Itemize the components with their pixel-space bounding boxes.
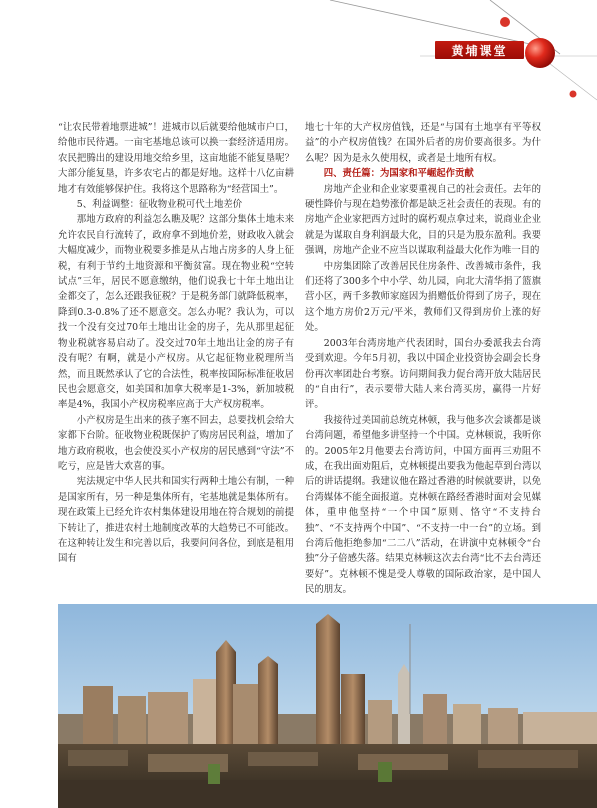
left-text-column	[58, 120, 294, 567]
left-paragraph-3: 小产权房是生出来的孩子塞不回去，总要找机会给大家都下台阶。征收物业税既保护了购房居民利益，增加了地方政府税收，也会使没买小产权房的居民感到“守法”不吃亏，应是皆大欢喜的事。	[58, 414, 294, 472]
left-paragraph-4: 宪法规定中华人民共和国实行两种土地公有制，一种是国家所有，另一种是集体所有，宅基地就是集体所有。现在政策上已经允许农村集体建设用地在符合规划的前提下转让了，推进农村土地制度改革的大趋势已不可能改。在这种转让发生和完善以后，我要问问各位，到底是租用国有	[58, 476, 294, 565]
small-red-dot	[500, 17, 510, 27]
large-red-ball	[525, 38, 555, 68]
left-paragraph-2: 那地方政府的利益怎么瞧及呢？这部分集体土地未来允许农民自行流转了，政府拿不到地价差，财政收入就会大幅度减少，而物业税要多推是从占地占房多的人身上征税，有利于节约土地资源和平衡贫富。现在物业税“空转试点”三年，居民不愿意缴纳，他们说我七十年土地出让金都交了，怎么还跟我征税？于是税务部门就降低税率，降到0.3-0.8%了还不愿意交。怎么办呢？我认为，可以找一个没有交过70年土地出让金的房子，先从那里起征物业税就容易启动了。没交过70年土地出让金的房子有没有呢？有啊，就是小产权房。从它起征物业税理所当然，而且既然承认了它的合法性，税率按国际标准征收居民也会愿意交，如美国和加拿大税率是1-3%，新加坡税率是4%，我国小产权房税率应高于大产权房税率。	[58, 214, 294, 411]
left-paragraph-1: “让农民带着地票进城”！进城市以后就要给他城市户口，给他市民待遇。一亩宅基地总该可以换一套经济适用房。农民把腾出的建设用地交给乡里，这亩地能不能复垦呢？大部分能复垦，许多农宅占的都是好地。这样十八亿亩耕地才有效能够保护住。我将这个思路称为“经营国土”。	[58, 122, 294, 195]
skyline-illustration	[58, 604, 597, 808]
page-header	[0, 0, 597, 110]
right-paragraph-4: 2003年台湾房地产代表团时，国台办委派我去台湾受到欢迎。今年5月初，我以中国企业投资协会副会长身份再次率团赴台考察。访问期间我力促台湾开放大陆居民的“自由行”，表示要带大陆人来台湾买房，赢得一片好评。	[305, 337, 541, 411]
right-paragraph-5: 我接待过美国前总统克林顿，我与他多次会谈都是谈台湾问题，希望他多讲坚持一个中国。克林顿说，我听你的。2005年2月他要去台湾访问，中国方面再三劝阻不成，在我出面劝阻后，克林顿提出要我为他起草到台湾以后的讲话提纲。我建议他在路过香港的时候就要讲，以免台湾媒体不能全面报道。克林顿在路经香港时面对会见媒体，重申他坚持“一个中国”原则、恪守“不支持台独”、“不支持两个中国”、“不支持一中一台”的立场。到台湾后他拒绝参加“二二八”活动，在讲演中克林顿令“台独”分子倍感失落。结果克林顿这次去台湾“比不去台湾还要好”。克林顿不愧是受人尊敬的国际政治家，是中国人民的朋友。	[305, 414, 541, 596]
city-skyline-photo	[58, 604, 597, 808]
right-paragraph-3: 中房集团除了改善居民住房条件、改善城市条件，我们还将了300多个中小学、幼儿园，向北大清华捐了篮旗营小区，两千多教师家庭因为捐赠低价得到了房子，现在这个地方房价2万元/平米，教师们又得到房价上涨的好处。	[305, 260, 541, 334]
section-tag-label: 黄埔课堂	[451, 43, 508, 58]
section-heading: 四、责任篇：为国家和平崛起作贡献	[323, 168, 474, 180]
left-subheading: 5、利益调整：征收物业税可代土地差价	[76, 199, 243, 211]
right-paragraph-2: 房地产企业和企业家要重视自己的社会责任。去年的硬性降价与现在趋势涨价都是缺乏社会责任的表现。有的房地产企业家把西方过时的腐朽观点拿过来，说商业企业就是为谋取自身利润最大化，目的只是为股东盈利。我要强调，房地产企业不应当以谋取利益最大化作为唯一目的	[305, 183, 541, 257]
section-tag	[435, 41, 524, 59]
right-text-column	[305, 120, 541, 598]
right-paragraph-1: 地七十年的大产权房值钱，还是“与国有土地享有平等权益”的小产权房值钱？在国外后者的房价要高很多。为什么呢？因为是永久使用权，或者是土地所有权。	[305, 122, 541, 164]
tiny-red-dot	[570, 91, 577, 98]
